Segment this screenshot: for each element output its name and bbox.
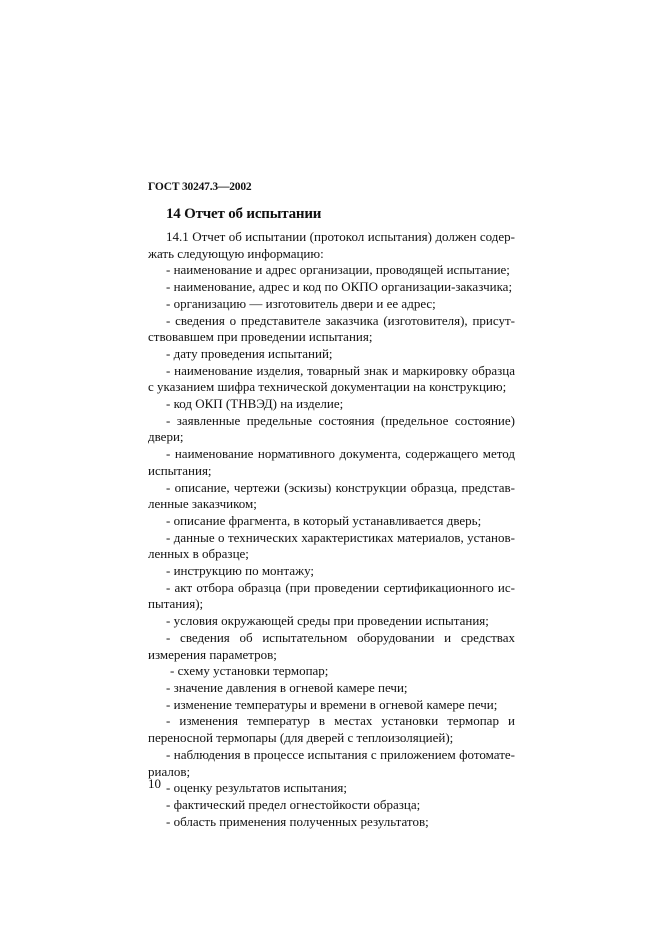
list-item: - данные о технических характеристиках материалов, установленных в образце; [148,529,515,562]
list-item: - изменения температур в местах установки термопар и переносной термопары (для дверей с теплоизоляцией); [148,713,515,746]
list-item: - оценку результатов испытания; [166,780,347,796]
paragraph-intro: 14.1 Отчет об испытании (протокол испытания) должен содержать следующую информацию: [148,229,515,261]
list-item: - наименование нормативного документа, содержащего метод испытания; [148,446,515,478]
list-item: - область применения полученных результатов; [166,813,429,829]
list-item: - наименование, адрес и код по ОКПО организации-заказчика; [166,279,513,295]
list-item: - наименование и адрес организации, проводящей испытание; [166,262,510,278]
list-item: - инструкцию по монтажу; [166,563,315,579]
list-item: - акт отбора образца (при проведении сертификационного испытания); [148,579,515,612]
list-item: - наблюдения в процессе испытания с приложением фотоматериалов; [148,746,515,779]
list-item: - схему установки термопар; [170,663,329,679]
list-item: - код ОКП (ТНВЭД) на изделие; [166,396,344,412]
document-body [148,229,515,830]
section-title: 14 Отчет об испытании [166,206,322,222]
list-item: - наименование изделия, товарный знак и маркировку образца с указанием шифра технической документации на конструкцию; [148,362,515,395]
list-item: - описание, чертежи (эскизы) конструкции образца, представленные заказчиком; [148,479,515,512]
list-item: - организацию — изготовитель двери и ее адрес; [166,295,436,311]
list-item: - описание фрагмента, в который устанавливается дверь; [166,512,482,528]
list-item: - условия окружающей среды при проведении испытания; [166,613,489,629]
list-item: - заявленные предельные состояния (предельное состояние) двери; [148,412,515,445]
list-item: - дату проведения испытаний; [166,345,333,361]
list-item: - значение давления в огневой камере печи; [166,679,408,695]
list-item: - изменение температуры и времени в огневой камере печи; [166,696,498,712]
list-item: - сведения о представителе заказчика (изготовителя), присутствовавшем при проведении испытания; [148,312,515,345]
page-number: 10 [148,776,161,791]
list-item: - фактический предел огнестойкости образца; [166,796,421,812]
list-item: - сведения об испытательном оборудовании и средствах измерения параметров; [148,629,515,662]
document-header: ГОСТ 30247.3—2002 [148,181,252,193]
